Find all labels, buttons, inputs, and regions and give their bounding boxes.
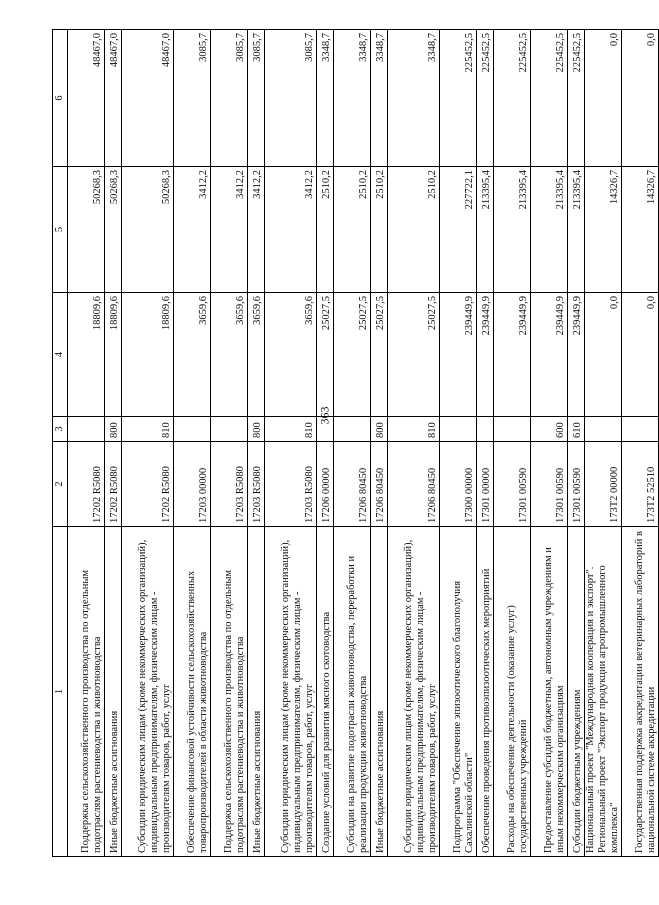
table-row (211, 30, 248, 857)
row-name: Государственная поддержка аккредитации ветеринарных лабораторий в национальной системе аккредитации (622, 527, 659, 857)
value-col6: 0,0 (622, 30, 659, 167)
value-col6: 225452,5 (494, 30, 531, 167)
value-col5: 213395,4 (477, 167, 494, 293)
row-name: Расходы на обеспечение деятельности (оказание услуг) государственных учреждений (494, 527, 531, 857)
value-col4: 18809,6 (122, 293, 174, 417)
expense-type: 810 (122, 417, 174, 442)
value-col6: 225452,5 (531, 30, 568, 167)
header-cell: 2 (53, 442, 68, 527)
value-col6: 3348,7 (317, 30, 334, 167)
value-col4: 3659,6 (265, 293, 317, 417)
table-row (494, 30, 531, 857)
table-row (122, 30, 174, 857)
row-name: Иные бюджетные ассигнования (105, 527, 122, 857)
table-container (52, 30, 657, 857)
value-col6: 48467,0 (122, 30, 174, 167)
value-col5: 2510,2 (317, 167, 334, 293)
header-row (53, 30, 68, 857)
budget-code: 17206 00000 (317, 442, 334, 527)
value-col6: 225452,5 (440, 30, 477, 167)
row-name: Подпрограмма "Обеспечение эпизоотического благополучия Сахалинской области" (440, 527, 477, 857)
value-col5: 14326,7 (622, 167, 659, 293)
value-col6: 3085,7 (248, 30, 265, 167)
value-col4: 0,0 (585, 293, 622, 417)
expense-type: 810 (265, 417, 317, 442)
budget-code: 17301 00590 (531, 442, 568, 527)
value-col5: 14326,7 (585, 167, 622, 293)
value-col6: 225452,5 (477, 30, 494, 167)
expense-type: 810 (388, 417, 440, 442)
value-col6: 48467,0 (68, 30, 105, 167)
header-cell: 4 (53, 293, 68, 417)
value-col4: 3659,6 (174, 293, 211, 417)
value-col4: 25027,5 (388, 293, 440, 417)
expense-type (622, 417, 659, 442)
table-row (531, 30, 568, 857)
expense-type: 800 (248, 417, 265, 442)
table-row (371, 30, 388, 857)
value-col5: 50268,3 (122, 167, 174, 293)
budget-code: 17301 00590 (494, 442, 531, 527)
value-col4: 18809,6 (68, 293, 105, 417)
table-row (388, 30, 440, 857)
expense-type (494, 417, 531, 442)
value-col5: 3412,2 (174, 167, 211, 293)
expense-type (334, 417, 371, 442)
value-col4: 25027,5 (371, 293, 388, 417)
value-col4: 25027,5 (334, 293, 371, 417)
budget-table (52, 29, 659, 857)
table-row (585, 30, 622, 857)
expense-type (211, 417, 248, 442)
row-name: Субсидии юридическим лицам (кроме некоммерческих организаций), индивидуальным предпринимателям, физическим лицам - производителям товаров, работ, услуг (122, 527, 174, 857)
budget-code: 17206 80450 (388, 442, 440, 527)
budget-code: 17206 80450 (334, 442, 371, 527)
value-col5: 213395,4 (568, 167, 585, 293)
budget-code: 17203 R5080 (265, 442, 317, 527)
row-name: Поддержка сельскохозяйственного производства по отдельным подотраслям растениеводства и животноводства (211, 527, 248, 857)
budget-code: 17301 00000 (477, 442, 494, 527)
value-col5: 50268,3 (105, 167, 122, 293)
header-cell: 5 (53, 167, 68, 293)
value-col6: 3348,7 (371, 30, 388, 167)
row-name: Предоставление субсидий бюджетным, автономным учреждениям и иным некоммерческим организациям (531, 527, 568, 857)
table-row (105, 30, 122, 857)
row-name: Национальный проект "Международная кооперация и экспорт". Региональный проект "Экспорт продукции агропромышленного комплекса" (585, 527, 622, 857)
table-row (334, 30, 371, 857)
row-name: Иные бюджетные ассигнования (371, 527, 388, 857)
budget-code: 173T2 00000 (585, 442, 622, 527)
value-col5: 2510,2 (388, 167, 440, 293)
value-col6: 0,0 (585, 30, 622, 167)
value-col4: 18809,6 (105, 293, 122, 417)
table-row (174, 30, 211, 857)
table-row (68, 30, 105, 857)
expense-type (317, 417, 334, 442)
value-col5: 2510,2 (371, 167, 388, 293)
budget-code: 17202 R5080 (68, 442, 105, 527)
value-col6: 48467,0 (105, 30, 122, 167)
value-col5: 213395,4 (494, 167, 531, 293)
value-col4: 25027,5 (317, 293, 334, 417)
expense-type: 800 (105, 417, 122, 442)
value-col6: 3348,7 (388, 30, 440, 167)
page-number: 363 (317, 406, 332, 425)
row-name: Создание условий для развития мясного скотоводства (317, 527, 334, 857)
value-col5: 3412,2 (265, 167, 317, 293)
table-row (622, 30, 659, 857)
expense-type (68, 417, 105, 442)
expense-type: 610 (568, 417, 585, 442)
value-col4: 3659,6 (211, 293, 248, 417)
value-col5: 3412,2 (211, 167, 248, 293)
budget-code: 17203 R5080 (248, 442, 265, 527)
budget-code: 17206 80450 (371, 442, 388, 527)
row-name: Обеспечение финансовой устойчивости сельскохозяйственных товаропроизводителей в области животноводства (174, 527, 211, 857)
table-row (317, 30, 334, 857)
value-col4: 239449,9 (568, 293, 585, 417)
row-name: Поддержка сельскохозяйственного производства по отдельным подотраслям растениеводства и животноводства (68, 527, 105, 857)
expense-type: 600 (531, 417, 568, 442)
expense-type (440, 417, 477, 442)
value-col6: 3348,7 (334, 30, 371, 167)
expense-type (174, 417, 211, 442)
budget-code: 17202 R5080 (105, 442, 122, 527)
header-cell: 6 (53, 30, 68, 167)
expense-type: 800 (371, 417, 388, 442)
value-col5: 2510,2 (334, 167, 371, 293)
row-name: Обеспечение проведения противоэпизоотических мероприятий (477, 527, 494, 857)
row-name: Субсидии юридическим лицам (кроме некоммерческих организаций), индивидуальным предпринимателям, физическим лицам - производителям товаров, работ, услуг (265, 527, 317, 857)
budget-code: 17301 00590 (568, 442, 585, 527)
table-row (248, 30, 265, 857)
value-col6: 3085,7 (174, 30, 211, 167)
value-col4: 239449,9 (494, 293, 531, 417)
value-col5: 227722,1 (440, 167, 477, 293)
row-name: Субсидии на развитие подотрасли животноводства, переработки и реализации продукции животноводства (334, 527, 371, 857)
row-name: Субсидии бюджетным учреждениям (568, 527, 585, 857)
header-cell: 3 (53, 417, 68, 442)
value-col6: 3085,7 (265, 30, 317, 167)
row-name: Иные бюджетные ассигнования (248, 527, 265, 857)
budget-code: 17202 R5080 (122, 442, 174, 527)
value-col5: 213395,4 (531, 167, 568, 293)
value-col6: 225452,5 (568, 30, 585, 167)
value-col4: 239449,9 (531, 293, 568, 417)
value-col4: 3659,6 (248, 293, 265, 417)
header-cell: 1 (53, 527, 68, 857)
budget-code: 17203 00000 (174, 442, 211, 527)
expense-type (477, 417, 494, 442)
value-col4: 0,0 (622, 293, 659, 417)
budget-code: 17300 00000 (440, 442, 477, 527)
value-col5: 50268,3 (68, 167, 105, 293)
budget-code: 17203 R5080 (211, 442, 248, 527)
table-row (477, 30, 494, 857)
value-col6: 3085,7 (211, 30, 248, 167)
table-row (265, 30, 317, 857)
value-col4: 239449,9 (477, 293, 494, 417)
table-row (440, 30, 477, 857)
value-col5: 3412,2 (248, 167, 265, 293)
expense-type (585, 417, 622, 442)
row-name: Субсидии юридическим лицам (кроме некоммерческих организаций), индивидуальным предпринимателям, физическим лицам - производителям товаров, работ, услуг (388, 527, 440, 857)
value-col4: 239449,9 (440, 293, 477, 417)
table-row (568, 30, 585, 857)
budget-code: 173T2 52510 (622, 442, 659, 527)
